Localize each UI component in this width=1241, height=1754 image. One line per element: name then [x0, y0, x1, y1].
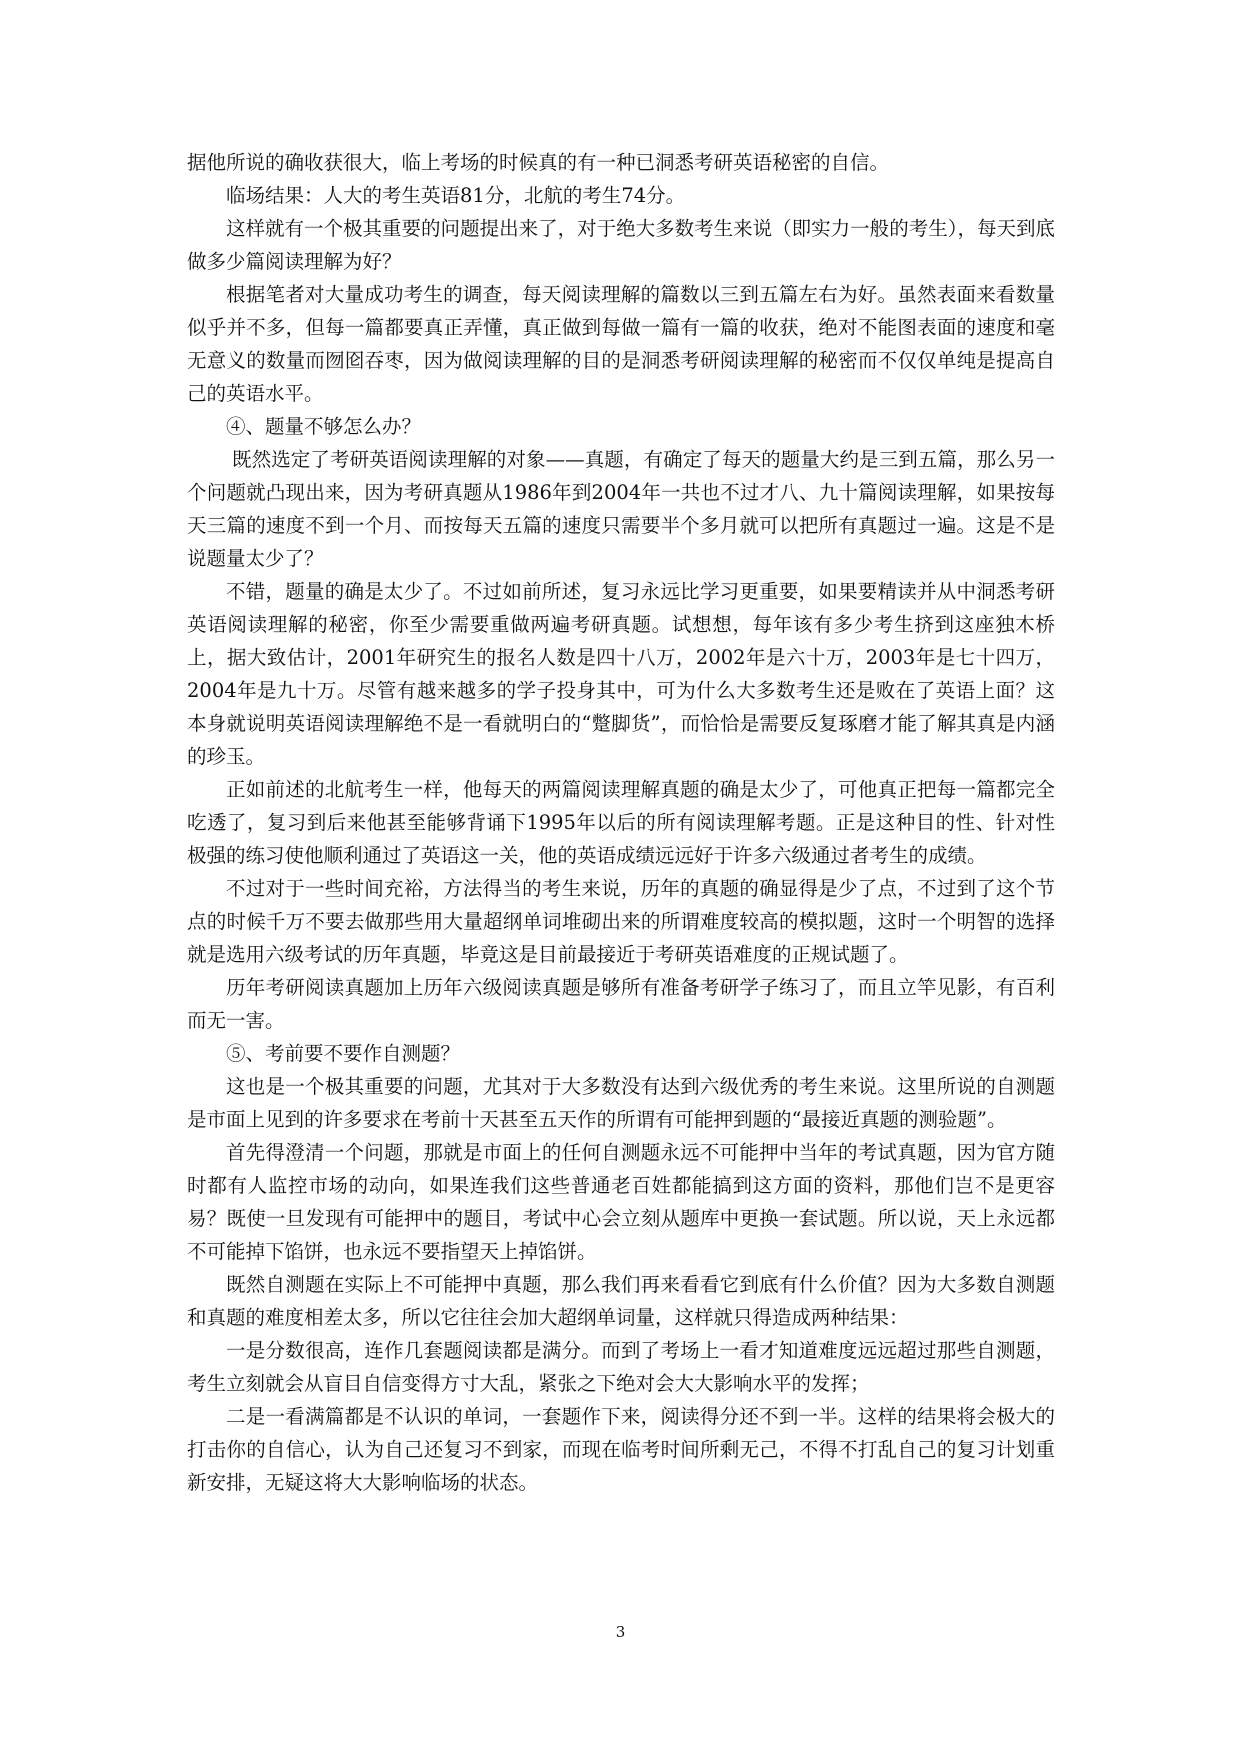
paragraph-exam-results: 临场结果：人大的考生英语81分，北航的考生74分。 — [226, 184, 686, 207]
body-text — [187, 146, 1055, 1499]
paragraph-cet6: 不过对于一些时间充裕，方法得当的考生来说，历年的真题的确显得是少了点，不过到了这个节点的时候千万不要去做那些用大量超纲单词堆砌出来的所谓难度较高的模拟题，这时一个明智的选择就是选用六级考试的历年真题，毕竟这是目前最接近于考研英语难度的正规试题了。 — [187, 877, 1055, 966]
paragraph-question: 这样就有一个极其重要的问题提出来了，对于绝大多数考生来说（即实力一般的考生），每天到底做多少篇阅读理解为好？ — [187, 217, 1055, 273]
paragraph-self-test: 这也是一个极其重要的问题，尤其对于大多数没有达到六级优秀的考生来说。这里所说的自测题是市面上见到的许多要求在考前十天甚至五天作的所谓有可能押到题的“最接近真题的测验题”。 — [187, 1075, 1055, 1131]
paragraph-clarify: 首先得澄清一个问题，那就是市面上的任何自测题永远不可能押中当年的考试真题，因为官方随时都有人监控市场的动向，如果连我们这些普通老百姓都能搞到这方面的资料，那他们岂不是更容易？既使一旦发现有可能押中的题目，考试中心会立刻从题库中更换一套试题。所以说，天上永远都不可能掉下馅饼，也永远不要指望天上掉馅饼。 — [187, 1141, 1055, 1263]
paragraph-enough-practice: 历年考研阅读真题加上历年六级阅读真题是够所有准备考研学子练习了，而且立竿见影，有百利而无一害。 — [187, 976, 1055, 1032]
paragraph-result-one: 一是分数很高，连作几套题阅读都是满分。而到了考场上一看才知道难度远远超过那些自测题，考生立刻就会从盲目自信变得方寸大乱，紧张之下绝对会大大影响水平的发挥； — [187, 1339, 1055, 1395]
section-heading-5: ⑤、考前要不要作自测题？ — [226, 1042, 461, 1065]
paragraph-real-questions: 既然选定了考研英语阅读理解的对象——真题，有确定了每天的题量大约是三到五篇，那么另一个问题就凸现出来，因为考研真题从1986年到2004年一共也不过才八、九十篇阅读理解，如果按每天三篇的速度不到一个月、而按每天五篇的速度只需要半个多月就可以把所有真题过一遍。这是不是说题量太少了？ — [187, 448, 1055, 570]
paragraph-result-two: 二是一看满篇都是不认识的单词，一套题作下来，阅读得分还不到一半。这样的结果将会极大的打击你的自信心，认为自己还复习不到家，而现在临考时间所剩无己，不得不打乱自己的复习计划重新安排，无疑这将大大影响临场的状态。 — [187, 1405, 1055, 1494]
section-heading-4: ④、题量不够怎么办？ — [226, 415, 422, 438]
page-number: 3 — [615, 1623, 626, 1641]
paragraph-continuation: 据他所说的确收获很大，临上考场的时候真的有一种已洞悉考研英语秘密的自信。 — [187, 151, 890, 174]
paragraph-survey: 根据笔者对大量成功考生的调查，每天阅读理解的篇数以三到五篇左右为好。虽然表面来看数量似乎并不多，但每一篇都要真正弄懂，真正做到每做一篇有一篇的收获，绝对不能图表面的速度和毫无意义的数量而囫囵吞枣，因为做阅读理解的目的是洞悉考研阅读理解的秘密而不仅仅单纯是提高自己的英语水平。 — [187, 283, 1055, 405]
paragraph-beihang-student: 正如前述的北航考生一样，他每天的两篇阅读理解真题的确是太少了，可他真正把每一篇都完全吃透了，复习到后来他甚至能够背诵下1995年以后的所有阅读理解考题。正是这种目的性、针对性极强的练习使他顺利通过了英语这一关，他的英语成绩远远好于许多六级通过者考生的成绩。 — [187, 778, 1055, 867]
paragraph-value: 既然自测题在实际上不可能押中真题，那么我们再来看看它到底有什么价值？因为大多数自测题和真题的难度相差太多，所以它往往会加大超纲单词量，这样就只得造成两种结果： — [187, 1273, 1055, 1329]
paragraph-too-few: 不错，题量的确是太少了。不过如前所述，复习永远比学习更重要，如果要精读并从中洞悉考研英语阅读理解的秘密，你至少需要重做两遍考研真题。试想想，每年该有多少考生挤到这座独木桥上，据大致估计，2001年研究生的报名人数是四十八万，2002年是六十万，2003年是七十四万，2004年是九十万。尽管有越来越多的学子投身其中，可为什么大多数考生还是败在了英语上面？这本身就说明英语阅读理解绝不是一看就明白的“蹩脚货”，而恰恰是需要反复琢磨才能了解其真是内涵的珍玉。 — [187, 580, 1055, 768]
